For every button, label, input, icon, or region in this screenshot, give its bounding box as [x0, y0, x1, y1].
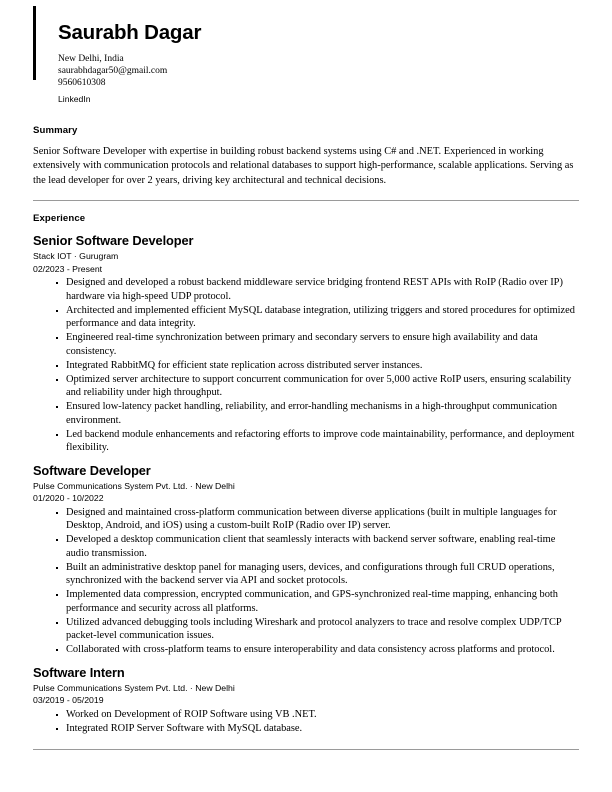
contact-phone: 9560610308 — [58, 77, 106, 88]
section-title-experience: Experience — [33, 213, 86, 225]
job-bullet: Built an administrative desktop panel for managing users, devices, and configurations through full CRUD operations, synchronized with the backend server via API and socket protocols. — [55, 561, 579, 588]
section-divider — [33, 749, 579, 750]
job-dates: 02/2023 - Present — [33, 263, 103, 274]
job-bullet: Ensured low-latency packet handling, reliability, and error-handling mechanisms in a high-throughput communication environment. — [55, 400, 579, 427]
job-title: Software Intern — [33, 664, 125, 680]
section-title-summary: Summary — [33, 125, 78, 137]
job-bullet: Engineered real-time synchronization between primary and secondary servers to ensure high availability and data consistency. — [55, 331, 579, 358]
summary-text: Senior Software Developer with expertise in building robust backend systems using C# and .NET. Experienced in working extensively with communication protocols and relational databases to support high-performance, scalable applications. Serving as the lead developer for over 2 years, driving key architectural and technical decisions. — [33, 146, 574, 186]
contact-location: New Delhi, India — [58, 53, 124, 64]
job-dates: 03/2019 - 05/2019 — [33, 695, 104, 706]
job-company: Pulse Communications System Pvt. Ltd. · New Delhi — [33, 480, 235, 491]
job-bullet: Collaborated with cross-platform teams to ensure interoperability and data consistency across platforms and protocol. — [55, 643, 579, 657]
job-dates: 01/2020 - 10/2022 — [33, 493, 104, 504]
bottom-divider-container — [33, 749, 579, 750]
candidate-name: Saurabh Dagar — [58, 21, 202, 44]
job-bullet: Utilized advanced debugging tools including Wireshark and protocol analyzers to trace and resolve complex UDP/TCP packet-level communication issues. — [55, 616, 579, 643]
job-bullet: Integrated RabbitMQ for efficient state replication across distributed server instances. — [55, 359, 579, 373]
job-bullet: Led backend module enhancements and refactoring efforts to improve code maintainability, performance, and deployment flexibility. — [55, 428, 579, 455]
experience-entry — [33, 463, 579, 657]
job-bullet: Integrated ROIP Server Software with MySQL database. — [55, 722, 579, 736]
job-title: Software Developer — [33, 462, 151, 478]
job-bullet: Optimized server architecture to support concurrent communication for over 5,000 active RoIP users, ensuring scalability and reliability under high throughput. — [55, 373, 579, 400]
job-bullet: Architected and implemented efficient MySQL database integration, utilizing triggers and stored procedures for optimized performance and data integrity. — [55, 304, 579, 331]
linkedin-link[interactable]: LinkedIn — [58, 94, 91, 105]
experience-entry — [33, 233, 579, 455]
job-company: Stack IOT · Gurugram — [33, 251, 119, 262]
job-bullet: Implemented data compression, encrypted communication, and GPS-synchronized real-time mapping, enhancing both performance and security across all platforms. — [55, 588, 579, 615]
experience-entry — [33, 665, 579, 736]
job-company: Pulse Communications System Pvt. Ltd. · New Delhi — [33, 682, 235, 693]
resume-header — [33, 0, 579, 113]
job-bullet-list — [33, 506, 579, 657]
job-bullet-list — [33, 276, 579, 455]
contact-email[interactable]: saurabhdagar50@gmail.com — [58, 65, 168, 76]
job-bullet: Worked on Development of ROIP Software using VB .NET. — [55, 708, 579, 722]
job-bullet: Designed and developed a robust backend middleware service bridging frontend REST APIs with RoIP (Radio over IP) hardware via high-speed UDP protocol. — [55, 276, 579, 303]
job-bullet: Developed a desktop communication client that seamlessly interacts with backend server software, enabling real-time audio transmission. — [55, 533, 579, 560]
job-title: Senior Software Developer — [33, 233, 194, 249]
job-bullet-list — [33, 708, 579, 736]
job-bullet: Designed and maintained cross-platform communication between diverse applications (built in multiple languages for Desktop, Android, and iOS) using a custom-built RoIP (Radio over IP) server. — [55, 506, 579, 533]
header-accent-bar — [33, 6, 36, 80]
section-divider — [33, 200, 579, 201]
